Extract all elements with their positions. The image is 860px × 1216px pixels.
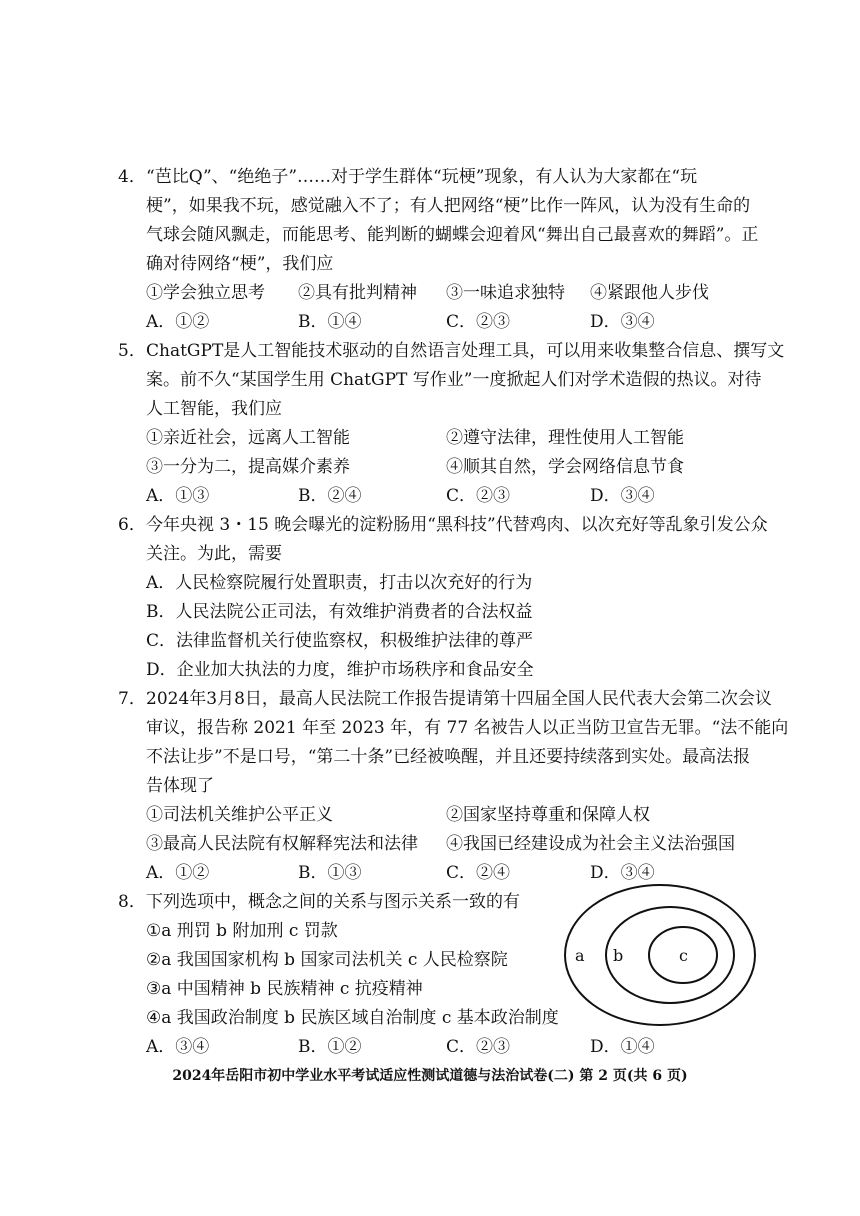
statement: ③最高人民法院有权解释宪法和法律	[146, 834, 418, 854]
statement: ①a 刑罚 b 附加刑 c 罚款	[146, 921, 338, 941]
choice-c: C．②③	[446, 312, 511, 332]
choice-a: A．③④	[146, 1037, 210, 1057]
nested-circles-diagram	[560, 880, 760, 1030]
statement: ②国家坚持尊重和保障人权	[446, 805, 650, 825]
outer-circle	[565, 885, 755, 1025]
choice-b: B．①④	[298, 312, 362, 332]
question-text-line: 审议，报告称 2021 年至 2023 年，有 77 名被告人以正当防卫宣告无罪。“法不能向	[146, 718, 789, 738]
question-text-line: 梗”，如果我不玩，感觉融入不了；有人把网络“梗”比作一阵风，认为没有生命的	[146, 196, 751, 216]
question-number: 6．	[118, 515, 146, 535]
question-text-line: 案。前不久“某国学生用 ChatGPT 写作业”一度掀起人们对学术造假的热议。对待	[146, 370, 762, 390]
question-text-line: 今年央视 3・15 晚会曝光的淀粉肠用“黑科技”代替鸡肉、以次充好等乱象引发公众	[146, 515, 768, 535]
question-number: 5．	[118, 341, 146, 361]
choice-d: D．③④	[590, 486, 655, 506]
question-text-line: 2024年3月8日，最高人民法院工作报告提请第十四届全国人民代表大会第二次会议	[146, 689, 772, 709]
question-text-line: “芭比Q”、“绝绝子”……对于学生群体“玩梗”现象，有人认为大家都在“玩	[146, 167, 698, 187]
choice-b: B．②④	[298, 486, 362, 506]
question-number: 7．	[118, 689, 146, 709]
statement: ④我国已经建设成为社会主义法治强国	[446, 834, 735, 854]
choice-c: C．②④	[446, 863, 511, 883]
middle-circle	[606, 907, 734, 1003]
question-text-line: 不法让步”不是口号，“第二十条”已经被唤醒，并且还要持续落到实处。最高法报	[146, 747, 751, 767]
statement: ①亲近社会，远离人工智能	[146, 428, 350, 448]
statement: ①学会独立思考	[146, 283, 265, 303]
label-b: b	[613, 946, 624, 965]
label-a: a	[575, 946, 585, 965]
choice-a: A．①③	[146, 486, 210, 506]
statement: ②具有批判精神	[298, 283, 417, 303]
question-text-line: 下列选项中，概念之间的关系与图示关系一致的有	[146, 892, 520, 912]
question-text-line: 气球会随风飘走，而能思考、能判断的蝴蝶会迎着风“舞出自己最喜欢的舞蹈”。正	[146, 225, 759, 245]
question-text-line: 告体现了	[146, 776, 214, 796]
label-c: c	[679, 946, 688, 965]
choice-b: B．①②	[298, 1037, 362, 1057]
page-footer: 2024年岳阳市初中学业水平考试适应性测试道德与法治试卷(二) 第 2 页(共 6 页)	[172, 1068, 688, 1084]
question-text-line: 人工智能，我们应	[146, 399, 282, 419]
statement: ②a 我国国家机构 b 国家司法机关 c 人民检察院	[146, 950, 508, 970]
statement: ①司法机关维护公平正义	[146, 805, 333, 825]
question-text-line: ChatGPT是人工智能技术驱动的自然语言处理工具，可以用来收集整合信息、撰写文	[146, 341, 785, 361]
choice-d: D．③④	[590, 312, 655, 332]
choice-d: D．①④	[590, 1037, 655, 1057]
choice-a: A．人民检察院履行处置职责，打击以次充好的行为	[146, 573, 533, 593]
choice-d: D．企业加大执法的力度，维护市场秩序和食品安全	[146, 660, 534, 680]
question-text-line: 关注。为此，需要	[146, 544, 282, 564]
question-number: 8．	[118, 892, 146, 912]
choice-a: A．①②	[146, 863, 210, 883]
statement: ④顺其自然，学会网络信息节食	[446, 457, 684, 477]
question-number: 4．	[118, 167, 146, 187]
statement: ③a 中国精神 b 民族精神 c 抗疫精神	[146, 979, 423, 999]
question-text-line: 确对待网络“梗”，我们应	[146, 254, 334, 274]
statement: ④紧跟他人步伐	[590, 283, 709, 303]
choice-c: C．法律监督机关行使监察权，积极维护法律的尊严	[146, 631, 534, 651]
statement: ④a 我国政治制度 b 民族区域自治制度 c 基本政治制度	[146, 1008, 559, 1028]
choice-a: A．①②	[146, 312, 210, 332]
choice-b: B．①③	[298, 863, 362, 883]
statement: ③一味追求独特	[446, 283, 565, 303]
choice-c: C．②③	[446, 486, 511, 506]
statement: ②遵守法律，理性使用人工智能	[446, 428, 684, 448]
statement: ③一分为二，提高媒介素养	[146, 457, 350, 477]
choice-c: C．②③	[446, 1037, 511, 1057]
choice-d: D．③④	[590, 863, 655, 883]
choice-b: B．人民法院公正司法，有效维护消费者的合法权益	[146, 602, 533, 622]
